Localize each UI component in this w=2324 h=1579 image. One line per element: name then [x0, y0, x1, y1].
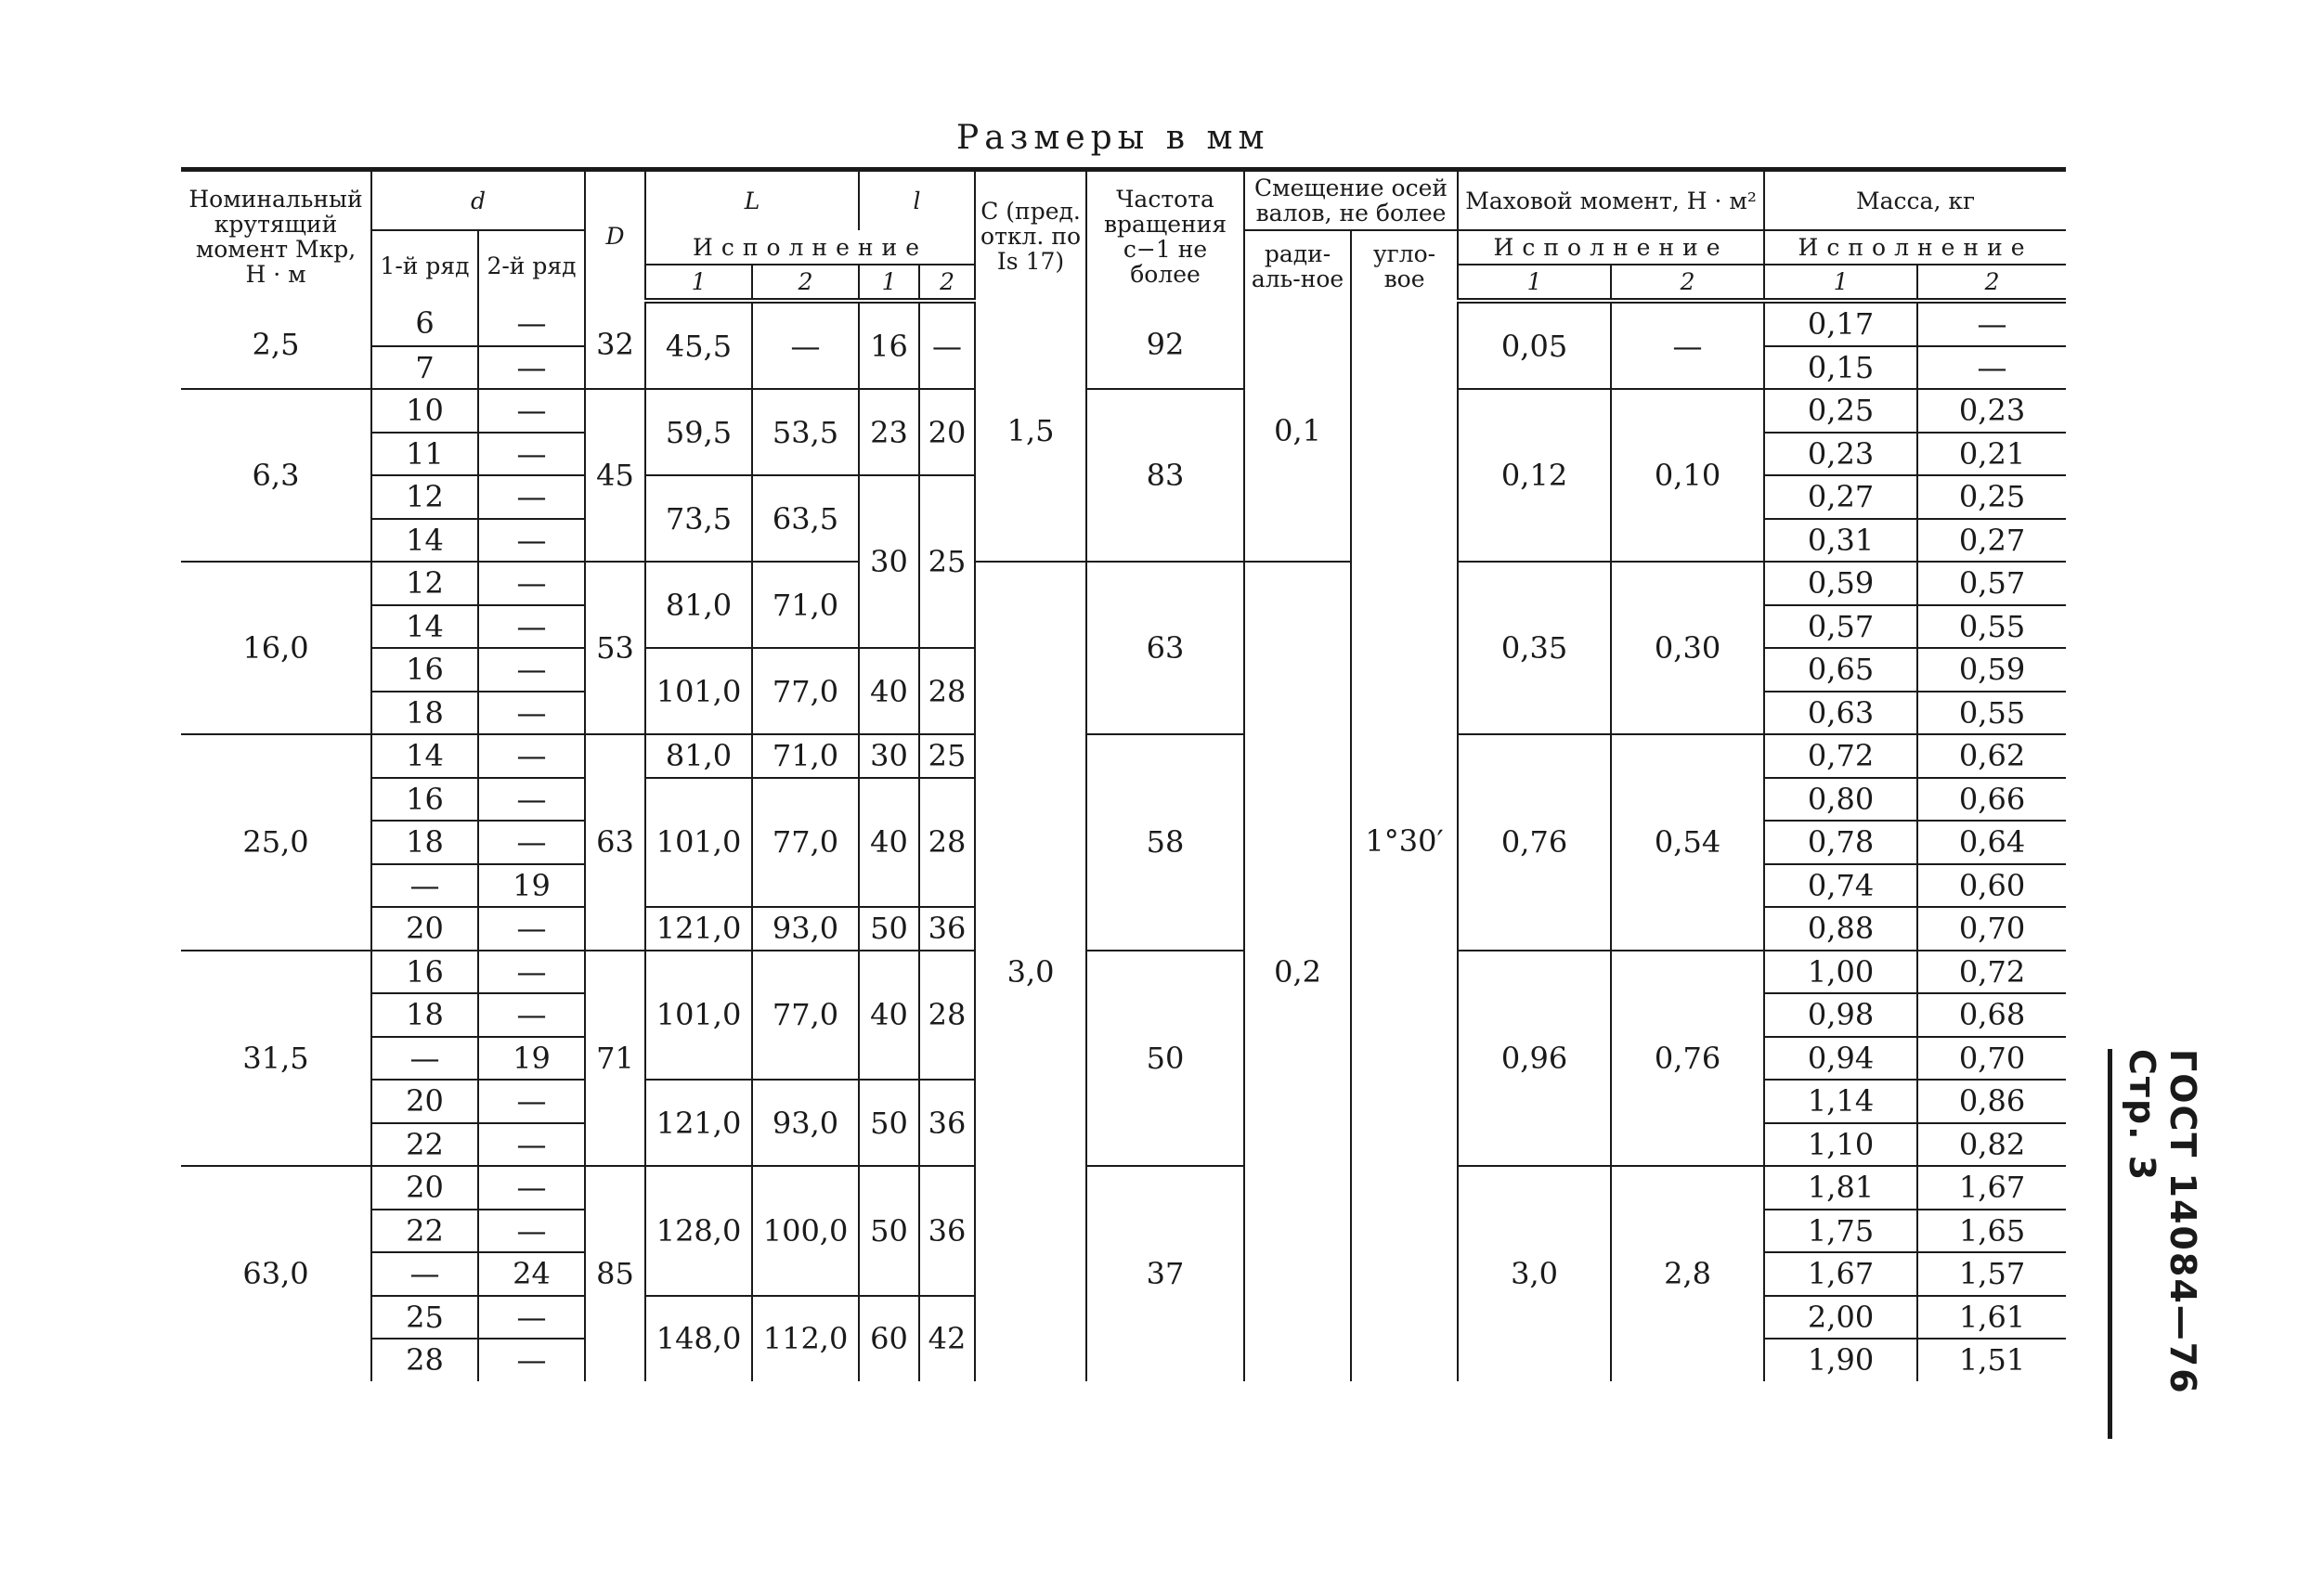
header-variant-inertia: Исполнение [1458, 230, 1764, 265]
table-header [181, 170, 2066, 302]
header-offset: Смещение осей валов, не более [1244, 170, 1458, 231]
inertia-v2-cell: — [1611, 301, 1764, 389]
header-mass-v2: 2 [1917, 265, 2066, 301]
d-row2-cell: — [478, 993, 585, 1037]
mass-v1-cell: 2,00 [1764, 1296, 1917, 1340]
torque-cell: 25,0 [181, 734, 371, 951]
L-v1-cell: 81,0 [645, 562, 752, 648]
table-row [181, 562, 2066, 605]
mass-v2-cell: 1,67 [1917, 1166, 2066, 1210]
L-v1-cell: 121,0 [645, 1080, 752, 1166]
angular-offset-cell: 1°30′ [1351, 301, 1458, 1381]
d-row2-cell: 19 [478, 1037, 585, 1081]
mass-v1-cell: 0,15 [1764, 346, 1917, 390]
d-row2-cell: — [478, 475, 585, 519]
L-v2-cell: 93,0 [752, 907, 859, 951]
l-v2-cell: 20 [919, 389, 975, 475]
d-row1-cell: 28 [371, 1339, 478, 1381]
d-row1-cell: — [371, 1252, 478, 1296]
d-row2-cell: — [478, 648, 585, 692]
L-v2-cell: 71,0 [752, 734, 859, 778]
torque-cell: 31,5 [181, 951, 371, 1167]
mass-v1-cell: 0,65 [1764, 648, 1917, 692]
header-mass-v1: 1 [1764, 265, 1917, 301]
mass-v1-cell: 1,90 [1764, 1339, 1917, 1381]
mass-v1-cell: 1,10 [1764, 1123, 1917, 1167]
l-v2-cell: — [919, 301, 975, 389]
mass-v1-cell: 0,63 [1764, 692, 1917, 735]
d-row1-cell: 12 [371, 562, 478, 605]
radial-offset-cell: 0,1 [1244, 301, 1351, 562]
mass-v1-cell: 1,75 [1764, 1210, 1917, 1253]
D-cell: 63 [585, 734, 645, 951]
header-inertia: Маховой момент, Н · м² [1458, 170, 1764, 231]
mass-v2-cell: 0,72 [1917, 951, 2066, 994]
header-d: d [371, 170, 585, 231]
mass-v2-cell: 0,59 [1917, 648, 2066, 692]
mass-v1-cell: 0,74 [1764, 864, 1917, 908]
table-row [181, 951, 2066, 994]
l-v2-cell: 36 [919, 907, 975, 951]
d-row2-cell: — [478, 1166, 585, 1210]
L-v1-cell: 45,5 [645, 301, 752, 389]
inertia-v2-cell: 0,76 [1611, 951, 1764, 1167]
mass-v1-cell: 0,80 [1764, 778, 1917, 822]
mass-v2-cell: 0,68 [1917, 993, 2066, 1037]
D-cell: 85 [585, 1166, 645, 1381]
frequency-cell: 58 [1086, 734, 1244, 951]
L-v2-cell: 93,0 [752, 1080, 859, 1166]
torque-cell: 63,0 [242, 1256, 309, 1292]
table-body [181, 301, 2066, 1381]
header-l-v2: 2 [919, 265, 975, 301]
D-cell: 71 [585, 951, 645, 1167]
table-row [181, 1166, 2066, 1210]
inertia-v1-cell: 0,35 [1458, 562, 1611, 734]
l-v1-cell: 50 [859, 907, 919, 951]
d-row2-cell: — [478, 734, 585, 778]
l-v1-cell: 50 [859, 1080, 919, 1166]
inertia-v2-cell: 0,10 [1611, 389, 1764, 562]
L-v2-cell: — [752, 301, 859, 389]
header-variant-mass: Исполнение [1764, 230, 2066, 265]
mass-v2-cell: 1,51 [1917, 1339, 2066, 1381]
l-v1-cell: 23 [859, 389, 919, 475]
mass-v2-cell: 0,64 [1917, 821, 2066, 864]
inertia-v2-cell: 0,30 [1611, 562, 1764, 734]
torque-cell: 6,3 [181, 389, 371, 562]
mass-v1-cell: 0,57 [1764, 605, 1917, 649]
l-v1-cell: 16 [859, 301, 919, 389]
header-frequency: Частота вращения с−1 не более [1086, 170, 1244, 302]
d-row1-cell: 22 [371, 1123, 478, 1167]
frequency-cell: 63 [1086, 562, 1244, 734]
d-row2-cell: — [478, 951, 585, 994]
header-L-v1: 1 [645, 265, 752, 301]
inertia-v1-cell: 0,12 [1458, 389, 1611, 562]
d-row2-cell: — [478, 605, 585, 649]
mass-v1-cell: 1,81 [1764, 1166, 1917, 1210]
d-row1-cell: 18 [371, 692, 478, 735]
frequency-cell: 92 [1086, 301, 1244, 389]
header-angular: угло-вое [1351, 230, 1458, 301]
mass-v2-cell: 0,57 [1917, 562, 2066, 605]
mass-v1-cell: 0,88 [1764, 907, 1917, 951]
mass-v2-cell: — [1917, 301, 2066, 346]
d-row1-cell: 16 [371, 778, 478, 822]
header-D: D [585, 170, 645, 302]
L-v2-cell: 53,5 [752, 389, 859, 475]
header-radial: ради-аль-ное [1244, 230, 1351, 301]
L-v1-cell: 73,5 [645, 475, 752, 562]
header-d-row1: 1-й ряд [371, 230, 478, 301]
mass-v2-cell: 0,21 [1917, 433, 2066, 476]
mass-v1-cell: 0,31 [1764, 519, 1917, 563]
mass-v2-cell: 0,82 [1917, 1123, 2066, 1167]
L-v1-cell: 101,0 [645, 648, 752, 734]
mass-v2-cell: 0,55 [1917, 605, 2066, 649]
radial-offset-cell: 0,2 [1244, 562, 1351, 1381]
d-row2-cell: — [478, 389, 585, 433]
d-row1-cell: 18 [371, 821, 478, 864]
header-l: l [859, 170, 975, 231]
L-v1-cell: 81,0 [645, 734, 752, 778]
mass-v2-cell: — [1917, 346, 2066, 390]
table-row [181, 301, 2066, 346]
mass-v1-cell: 1,00 [1764, 951, 1917, 994]
d-row1-cell: 14 [371, 519, 478, 563]
d-row1-cell: 14 [371, 605, 478, 649]
d-row2-cell: 24 [478, 1252, 585, 1296]
D-cell: 53 [585, 562, 645, 734]
d-row1-cell: 6 [371, 301, 478, 346]
d-row1-cell: 22 [371, 1210, 478, 1253]
l-v2-cell: 36 [919, 1166, 975, 1296]
header-inertia-v1: 1 [1458, 265, 1611, 301]
L-v1-cell: 101,0 [645, 951, 752, 1081]
mass-v1-cell: 0,23 [1764, 433, 1917, 476]
header-torque: Номинальный крутящий момент Mкр, Н · м [181, 170, 371, 302]
mass-v2-cell: 0,25 [1917, 475, 2066, 519]
d-row1-cell: 20 [371, 1080, 478, 1123]
c-cell: 3,0 [975, 562, 1086, 1381]
page-footer-note [2108, 1049, 2203, 1439]
mass-v2-cell: 0,86 [1917, 1080, 2066, 1123]
header-c: C (пред. откл. по Is 17) [975, 170, 1086, 302]
inertia-v1-cell: 0,96 [1458, 951, 1611, 1167]
table-row [181, 389, 2066, 433]
l-v2-cell: 36 [919, 1080, 975, 1166]
L-v2-cell: 77,0 [752, 951, 859, 1081]
mass-v1-cell: 0,59 [1764, 562, 1917, 605]
l-v1-cell: 50 [859, 1166, 919, 1296]
l-v1-cell: 30 [859, 734, 919, 778]
mass-v2-cell: 1,61 [1917, 1296, 2066, 1340]
D-cell: 32 [585, 301, 645, 389]
d-row2-cell: — [478, 1123, 585, 1167]
mass-v1-cell: 0,78 [1764, 821, 1917, 864]
d-row1-cell: 16 [371, 951, 478, 994]
frequency-cell: 50 [1086, 951, 1244, 1167]
inertia-v1-cell: 3,0 [1458, 1166, 1611, 1381]
d-row1-cell: 14 [371, 734, 478, 778]
header-L: L [645, 170, 859, 231]
l-v1-cell: 40 [859, 648, 919, 734]
d-row2-cell: — [478, 519, 585, 563]
d-row2-cell: — [478, 821, 585, 864]
L-v2-cell: 112,0 [752, 1296, 859, 1381]
mass-v1-cell: 0,98 [1764, 993, 1917, 1037]
standard-page-label: ГОСТ 14084—76 Стр. 3 [2122, 1049, 2203, 1395]
inertia-v2-cell: 0,54 [1611, 734, 1764, 951]
d-row2-cell: — [478, 1339, 585, 1381]
L-v1-cell: 128,0 [645, 1166, 752, 1296]
l-v2-cell: 25 [919, 734, 975, 778]
l-v2-cell: 42 [919, 1296, 975, 1381]
l-v1-cell: 60 [859, 1296, 919, 1381]
l-v1-cell: 40 [859, 778, 919, 908]
d-row2-cell: — [478, 692, 585, 735]
frequency-cell: 37 [1086, 1166, 1244, 1381]
mass-v2-cell: 0,62 [1917, 734, 2066, 778]
header-variant-Ll: Исполнение [645, 230, 975, 265]
d-row1-cell: — [371, 864, 478, 908]
header-mass: Масса, кг [1764, 170, 2066, 231]
mass-v1-cell: 1,14 [1764, 1080, 1917, 1123]
coupling-dimensions-table [181, 167, 2066, 1381]
L-v1-cell: 148,0 [645, 1296, 752, 1381]
mass-v1-cell: 0,72 [1764, 734, 1917, 778]
d-row1-cell: 20 [371, 1166, 478, 1210]
l-v2-cell: 28 [919, 778, 975, 908]
L-v1-cell: 101,0 [645, 778, 752, 908]
l-v2-cell: 28 [919, 648, 975, 734]
d-row1-cell: 18 [371, 993, 478, 1037]
mass-v1-cell: 0,25 [1764, 389, 1917, 433]
mass-v1-cell: 0,27 [1764, 475, 1917, 519]
c-cell: 1,5 [975, 301, 1086, 562]
torque-cell: 16,0 [181, 562, 371, 734]
d-row2-cell: — [478, 346, 585, 390]
mass-v1-cell: 1,67 [1764, 1252, 1917, 1296]
L-v1-cell: 121,0 [645, 907, 752, 951]
header-L-v2: 2 [752, 265, 859, 301]
header-l-v1: 1 [859, 265, 919, 301]
torque-cell: 2,5 [181, 301, 371, 389]
table-row [181, 734, 2066, 778]
d-row1-cell: 25 [371, 1296, 478, 1340]
l-v1-cell: 30 [859, 475, 919, 648]
d-row1-cell: — [371, 1037, 478, 1081]
l-v1-cell: 40 [859, 951, 919, 1081]
d-row2-cell: — [478, 1210, 585, 1253]
mass-v1-cell: 0,94 [1764, 1037, 1917, 1081]
L-v2-cell: 100,0 [752, 1166, 859, 1296]
l-v2-cell: 28 [919, 951, 975, 1081]
mass-v2-cell: 0,55 [1917, 692, 2066, 735]
d-row2-cell: — [478, 907, 585, 951]
d-row1-cell: 16 [371, 648, 478, 692]
d-row1-cell: 11 [371, 433, 478, 476]
l-v2-cell: 25 [919, 475, 975, 648]
mass-v2-cell: 0,23 [1917, 389, 2066, 433]
header-d-row2: 2-й ряд [478, 230, 585, 301]
mass-v2-cell: 1,65 [1917, 1210, 2066, 1253]
units-caption: Размеры в мм [956, 119, 1270, 157]
d-row2-cell: — [478, 1080, 585, 1123]
d-row2-cell: — [478, 562, 585, 605]
L-v2-cell: 77,0 [752, 648, 859, 734]
frequency-cell: 83 [1086, 389, 1244, 562]
header-inertia-v2: 2 [1611, 265, 1764, 301]
d-row2-cell: — [478, 301, 585, 346]
inertia-v1-cell: 0,05 [1458, 301, 1611, 389]
inertia-v2-cell: 2,8 [1611, 1166, 1764, 1381]
d-row2-cell: 19 [478, 864, 585, 908]
L-v2-cell: 63,5 [752, 475, 859, 562]
mass-v2-cell: 0,27 [1917, 519, 2066, 563]
mass-v1-cell: 0,17 [1764, 301, 1917, 346]
mass-v2-cell: 0,60 [1917, 864, 2066, 908]
L-v2-cell: 77,0 [752, 778, 859, 908]
inertia-v1-cell: 0,76 [1458, 734, 1611, 951]
L-v2-cell: 71,0 [752, 562, 859, 648]
mass-v2-cell: 0,70 [1917, 907, 2066, 951]
d-row1-cell: 7 [371, 346, 478, 390]
mass-v2-cell: 1,57 [1917, 1252, 2066, 1296]
mass-v2-cell: 0,70 [1917, 1037, 2066, 1081]
d-row1-cell: 20 [371, 907, 478, 951]
d-row1-cell: 12 [371, 475, 478, 519]
mass-v2-cell: 0,66 [1917, 778, 2066, 822]
D-cell: 45 [585, 389, 645, 562]
d-row2-cell: — [478, 1296, 585, 1340]
L-v1-cell: 59,5 [645, 389, 752, 475]
d-row2-cell: — [478, 778, 585, 822]
d-row1-cell: 10 [371, 389, 478, 433]
d-row2-cell: — [478, 433, 585, 476]
